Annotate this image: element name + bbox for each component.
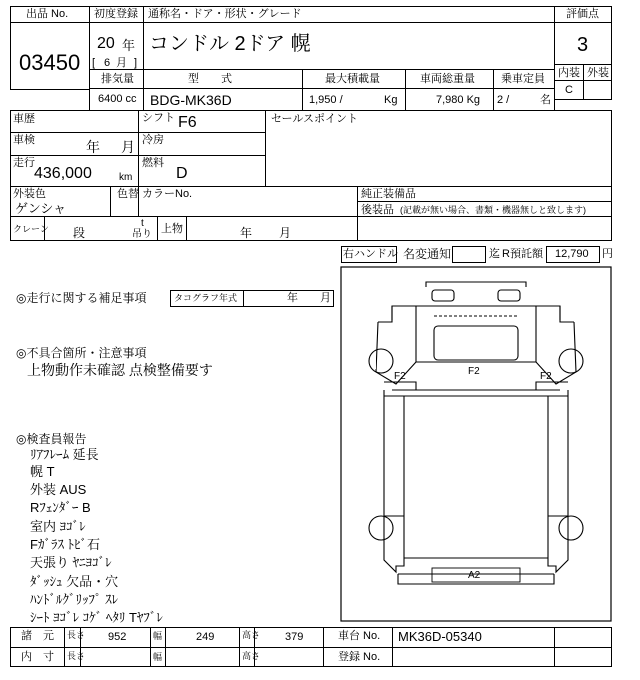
lot-number: 03450 [19,50,81,75]
load-value: 1,950 / [309,94,343,106]
wheel-rear-right [559,516,583,540]
upper-year: 年 [240,226,253,240]
shift-value: F6 [178,114,197,131]
report-line: ｼｰﾄ ﾖｺﾞﾚ ｺｹﾞ ﾍﾀﾘ Tﾔﾌﾞﾚ [30,610,163,625]
length-label: 長さ [67,630,86,640]
mileage-unit: km [119,172,133,183]
defect-text: 上物動作未確認 点検整備要す [27,362,213,378]
chassis-label: 車台 No. [338,630,381,642]
color-code-label: カラーNo. [142,188,193,200]
dims-label: 諸 元 [21,630,54,642]
report-line: 室内 ﾖｺﾞﾚ [30,519,86,534]
report-line: ﾀﾞｯｼｭ 欠品・穴 [30,574,119,589]
capacity-label: 乗車定員 [501,73,545,85]
inspection-label: 車検 [13,134,35,146]
recycle-unit: 円 [602,248,613,260]
reg-month: 6 [104,57,111,69]
load-unit: Kg [384,94,398,106]
chassis-value: MK36D-05340 [398,629,482,644]
crane-t: t [141,218,144,229]
report-line: 外装 AUS [30,482,87,497]
aftermarket-label: 後装品 [361,204,394,216]
right-hand-label: 右ハンドル [343,248,398,260]
crane-stage: 段 [73,226,86,240]
color-change-label: 色替 [117,188,139,200]
height-value: 379 [285,631,304,643]
upper-month: 月 [279,226,292,240]
windshield [434,326,518,360]
damage-mark-f2-right: F2 [540,371,552,382]
report-line: Fｶﾞﾗｽ ﾄﾋﾞ石 [30,537,101,552]
crane-hang: 吊り [132,229,152,240]
driving-title: ◎走行に関する補足事項 [16,291,147,305]
inner-width-label: 幅 [153,652,163,662]
car-name: コンドル 2ドア 幌 [149,33,311,55]
fuel-label: 燃料 [142,157,164,169]
mirror-right-icon [498,290,520,301]
history-block [10,110,612,241]
mileage-label: 走行 [13,157,35,169]
shift-label: シフト [142,112,175,124]
exterior-color-label: 外装色 [13,188,46,200]
aftermarket-note: (記載が無い場合、書類・機器無しと致します) [400,205,586,215]
height-label: 高さ [242,630,261,640]
wheel-rear-left [369,516,393,540]
exterior-color: ゲンシャ [15,201,67,216]
model-label: 通称名・ドア・形状・グレード [148,8,302,20]
history-label: 車歴 [13,113,35,125]
load-label: 最大積載量 [325,73,380,85]
displacement-label: 排気量 [101,73,134,85]
exterior-label: 外装 [587,67,609,79]
kyu-label: 迄 [489,248,500,260]
report-line: Rﾌｪﾝﾀﾞｰ B [30,500,91,515]
wheel-front-left [369,349,393,373]
inspection-month: 月 [121,139,135,155]
tacho-label: タコグラフ年式 [174,293,238,303]
reg-no-label: 登録 No. [338,651,381,663]
fuel-value: D [176,165,188,182]
wheel-front-right [559,349,583,373]
lot-label: 出品 No. [26,8,69,20]
defect-title: ◎不具合箇所・注意事項 [16,346,147,360]
inner-height-label: 高さ [242,651,261,661]
width-value: 249 [196,631,215,643]
mirror-left-icon [432,290,454,301]
inner-dims-label: 内 寸 [21,651,54,663]
recycle-value: 12,790 [555,248,589,260]
displacement-value: 6400 cc [98,93,137,105]
tacho-year: 年 [287,292,298,304]
capacity-value: 2 / [497,94,510,106]
ac-label: 冷房 [142,134,164,146]
tacho-month: 月 [320,292,331,304]
name-change-label: 名変通知 [403,247,452,261]
damage-mark-f2-left: F2 [394,371,406,382]
inner-length-label: 長さ [67,651,86,661]
sales-point-label: セールスポイント [271,113,359,125]
report-line: 幌 T [30,464,55,479]
first-reg-label: 初度登録 [94,8,138,20]
score-value: 3 [577,34,589,56]
type-label: 型 式 [188,73,232,85]
recycle-label: R預託額 [502,248,543,260]
score-label: 評価点 [566,8,599,20]
genuine-label: 純正装備品 [361,188,416,200]
report-line: 天張り ﾔﾆﾖｺﾞﾚ [30,555,112,570]
gross-value: 7,980 Kg [436,94,481,106]
model-code: BDG-MK36D [150,92,232,108]
name-change-box [452,246,486,263]
truck-diagram [340,266,612,622]
inspector-title: ◎検査員報告 [16,432,87,446]
report-line: ﾘｱﾌﾚｰﾑ 延長 [30,447,99,462]
reg-year-unit: 年 [122,38,136,53]
damage-mark-f2-center: F2 [468,366,480,377]
upper-label: 上物 [161,223,183,235]
inspection-year: 年 [86,139,100,155]
capacity-unit: 名 [540,94,551,106]
mileage-value: 436,000 [34,165,92,182]
reg-year: 20 [97,35,115,52]
crane-label: クレーン [13,224,49,234]
interior-label: 内装 [558,67,580,79]
reg-month-unit: 月 [116,57,127,69]
damage-mark-a2-rear: A2 [468,570,481,581]
length-value: 952 [108,631,127,643]
interior-score: C [565,84,573,96]
report-line: ﾊﾝﾄﾞﾙｸﾞﾘｯﾌﾟ ｽﾚ [30,592,119,607]
gross-label: 車両総重量 [420,73,475,85]
width-label: 幅 [153,631,163,641]
